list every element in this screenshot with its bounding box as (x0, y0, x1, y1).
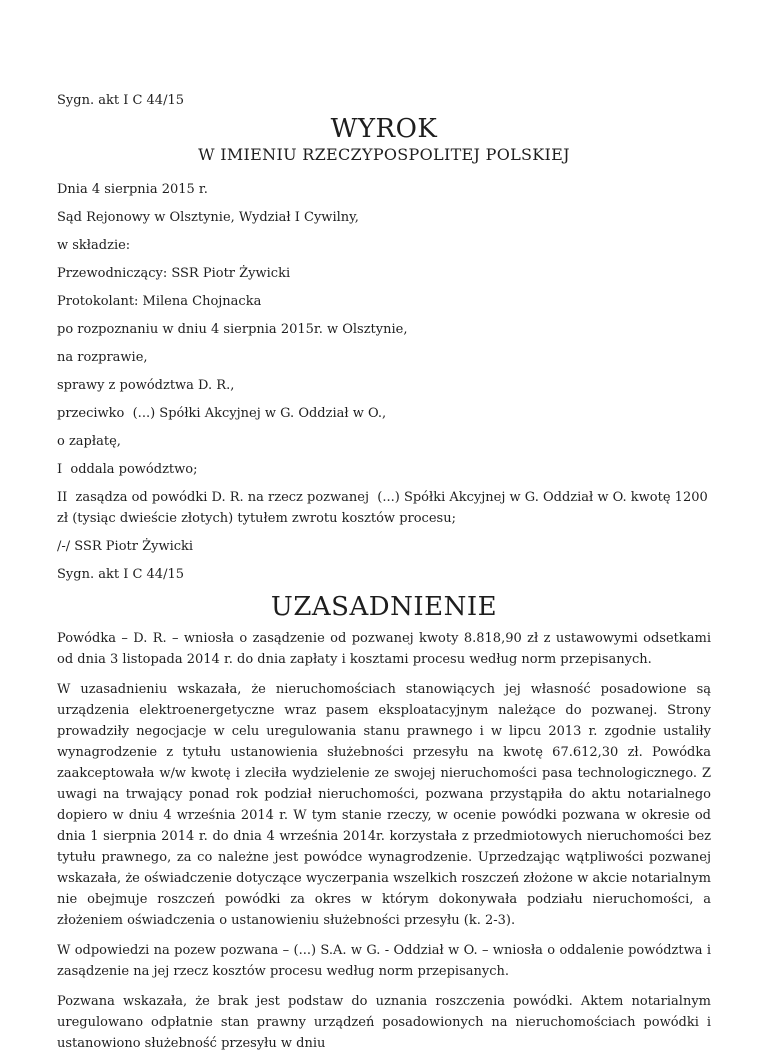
justification-title: UZASADNIENIE (270, 592, 498, 622)
signature-line: /-/ SSR Piotr Żywicki (57, 539, 194, 554)
header-line-defendant: przeciwko (...) Spółki Akcyjnej w G. Oddział w O., (57, 406, 387, 421)
justification-paragraph: Pozwana wskazała, że brak jest podstaw do uznania roszczenia powódki. Aktem notarialnym uregulowano odpłatnie stan prawny urządzeń posadowionych na nieruchomościach powódki i ustanowiono służebność przesyłu w dniu (57, 994, 711, 1051)
header-line-plaintiff: sprawy z powództwa D. R., (57, 378, 235, 393)
header-line-panel: w składzie: (57, 238, 131, 253)
justification-paragraph: W uzasadnieniu wskazała, że nieruchomościach stanowiących jej własność posadowione są urządzenia elektroenergetyczne wraz pasem eksploatacyjnym należące do pozwanej. Strony prowadziły negocjacje w celu uregulowania stanu prawnego i w lipcu 2013 r. zgodnie ustaliły wynagrodzenie z tytułu ustanowienia służebności przesyłu na kwotę 67.612,30 zł. Powódka zaakceptowała w/w kwotę i zleciła wydzielenie ze swojej nieruchomości pasa technologicznego. Z uwagi na trwający ponad rok podział nieruchomości, pozwana przystąpiła do aktu notarialnego dopiero w dniu 4 września 2014 r. W tym stanie rzeczy, w ocenie powódki pozwana w okresie od dnia 1 sierpnia 2014 r. do dnia 4 września 2014r. korzystała z przedmiotowych nieruchomości bez tytułu prawnego, za co należne jest powódce wynagrodzenie. Uprzedzając wątpliwości pozwanej wskazała, że oświadczenie dotyczące wyczerpania wszelkich roszczeń złożone w akcie notarialnym nie obejmuje roszczeń powódki za okres w którym dokonywała podziału nieruchomości, a złożeniem oświadczenia o ustanowieniu służebności przesyłu (k. 2-3). (57, 682, 711, 928)
header-line-claim-type: o zapłatę, (57, 434, 121, 449)
header-line-hearing-date: po rozpoznaniu w dniu 4 sierpnia 2015r. w Olsztynie, (57, 322, 408, 337)
header-line-clerk: Protokolant: Milena Chojnacka (57, 294, 262, 309)
judgment-title: WYROK (330, 114, 438, 144)
header-line-presiding-judge: Przewodniczący: SSR Piotr Żywicki (57, 266, 291, 281)
justification-paragraph: W odpowiedzi na pozew pozwana – (...) S.A. w G. - Oddział w O. – wniosła o oddalenie powództwa i zasądzenie na jej rzecz kosztów procesu według norm przepisanych. (57, 943, 711, 979)
ruling-point-1: I oddala powództwo; (57, 462, 198, 477)
judgment-subtitle: W IMIENIU RZECZYPOSPOLITEJ POLSKIEJ (198, 145, 570, 164)
justification-paragraph: Powódka – D. R. – wniosła o zasądzenie od pozwanej kwoty 8.818,90 zł z ustawowymi odsetkami od dnia 3 listopada 2014 r. do dnia zapłaty i kosztami procesu według norm przepisanych. (57, 631, 711, 667)
case-number: Sygn. akt I C 44/15 (57, 93, 185, 108)
header-line-court: Sąd Rejonowy w Olsztynie, Wydział I Cywilny, (57, 210, 359, 225)
header-line-hearing-type: na rozprawie, (57, 350, 148, 365)
header-line-date: Dnia 4 sierpnia 2015 r. (57, 182, 208, 197)
ruling-point-2: II zasądza od powódki D. R. na rzecz pozwanej (...) Spółki Akcyjnej w G. Oddział w O. kwotę 1200 zł (tysiąc dwieście złotych) tytułem zwrotu kosztów procesu; (57, 490, 712, 526)
case-number-repeat: Sygn. akt I C 44/15 (57, 567, 185, 582)
